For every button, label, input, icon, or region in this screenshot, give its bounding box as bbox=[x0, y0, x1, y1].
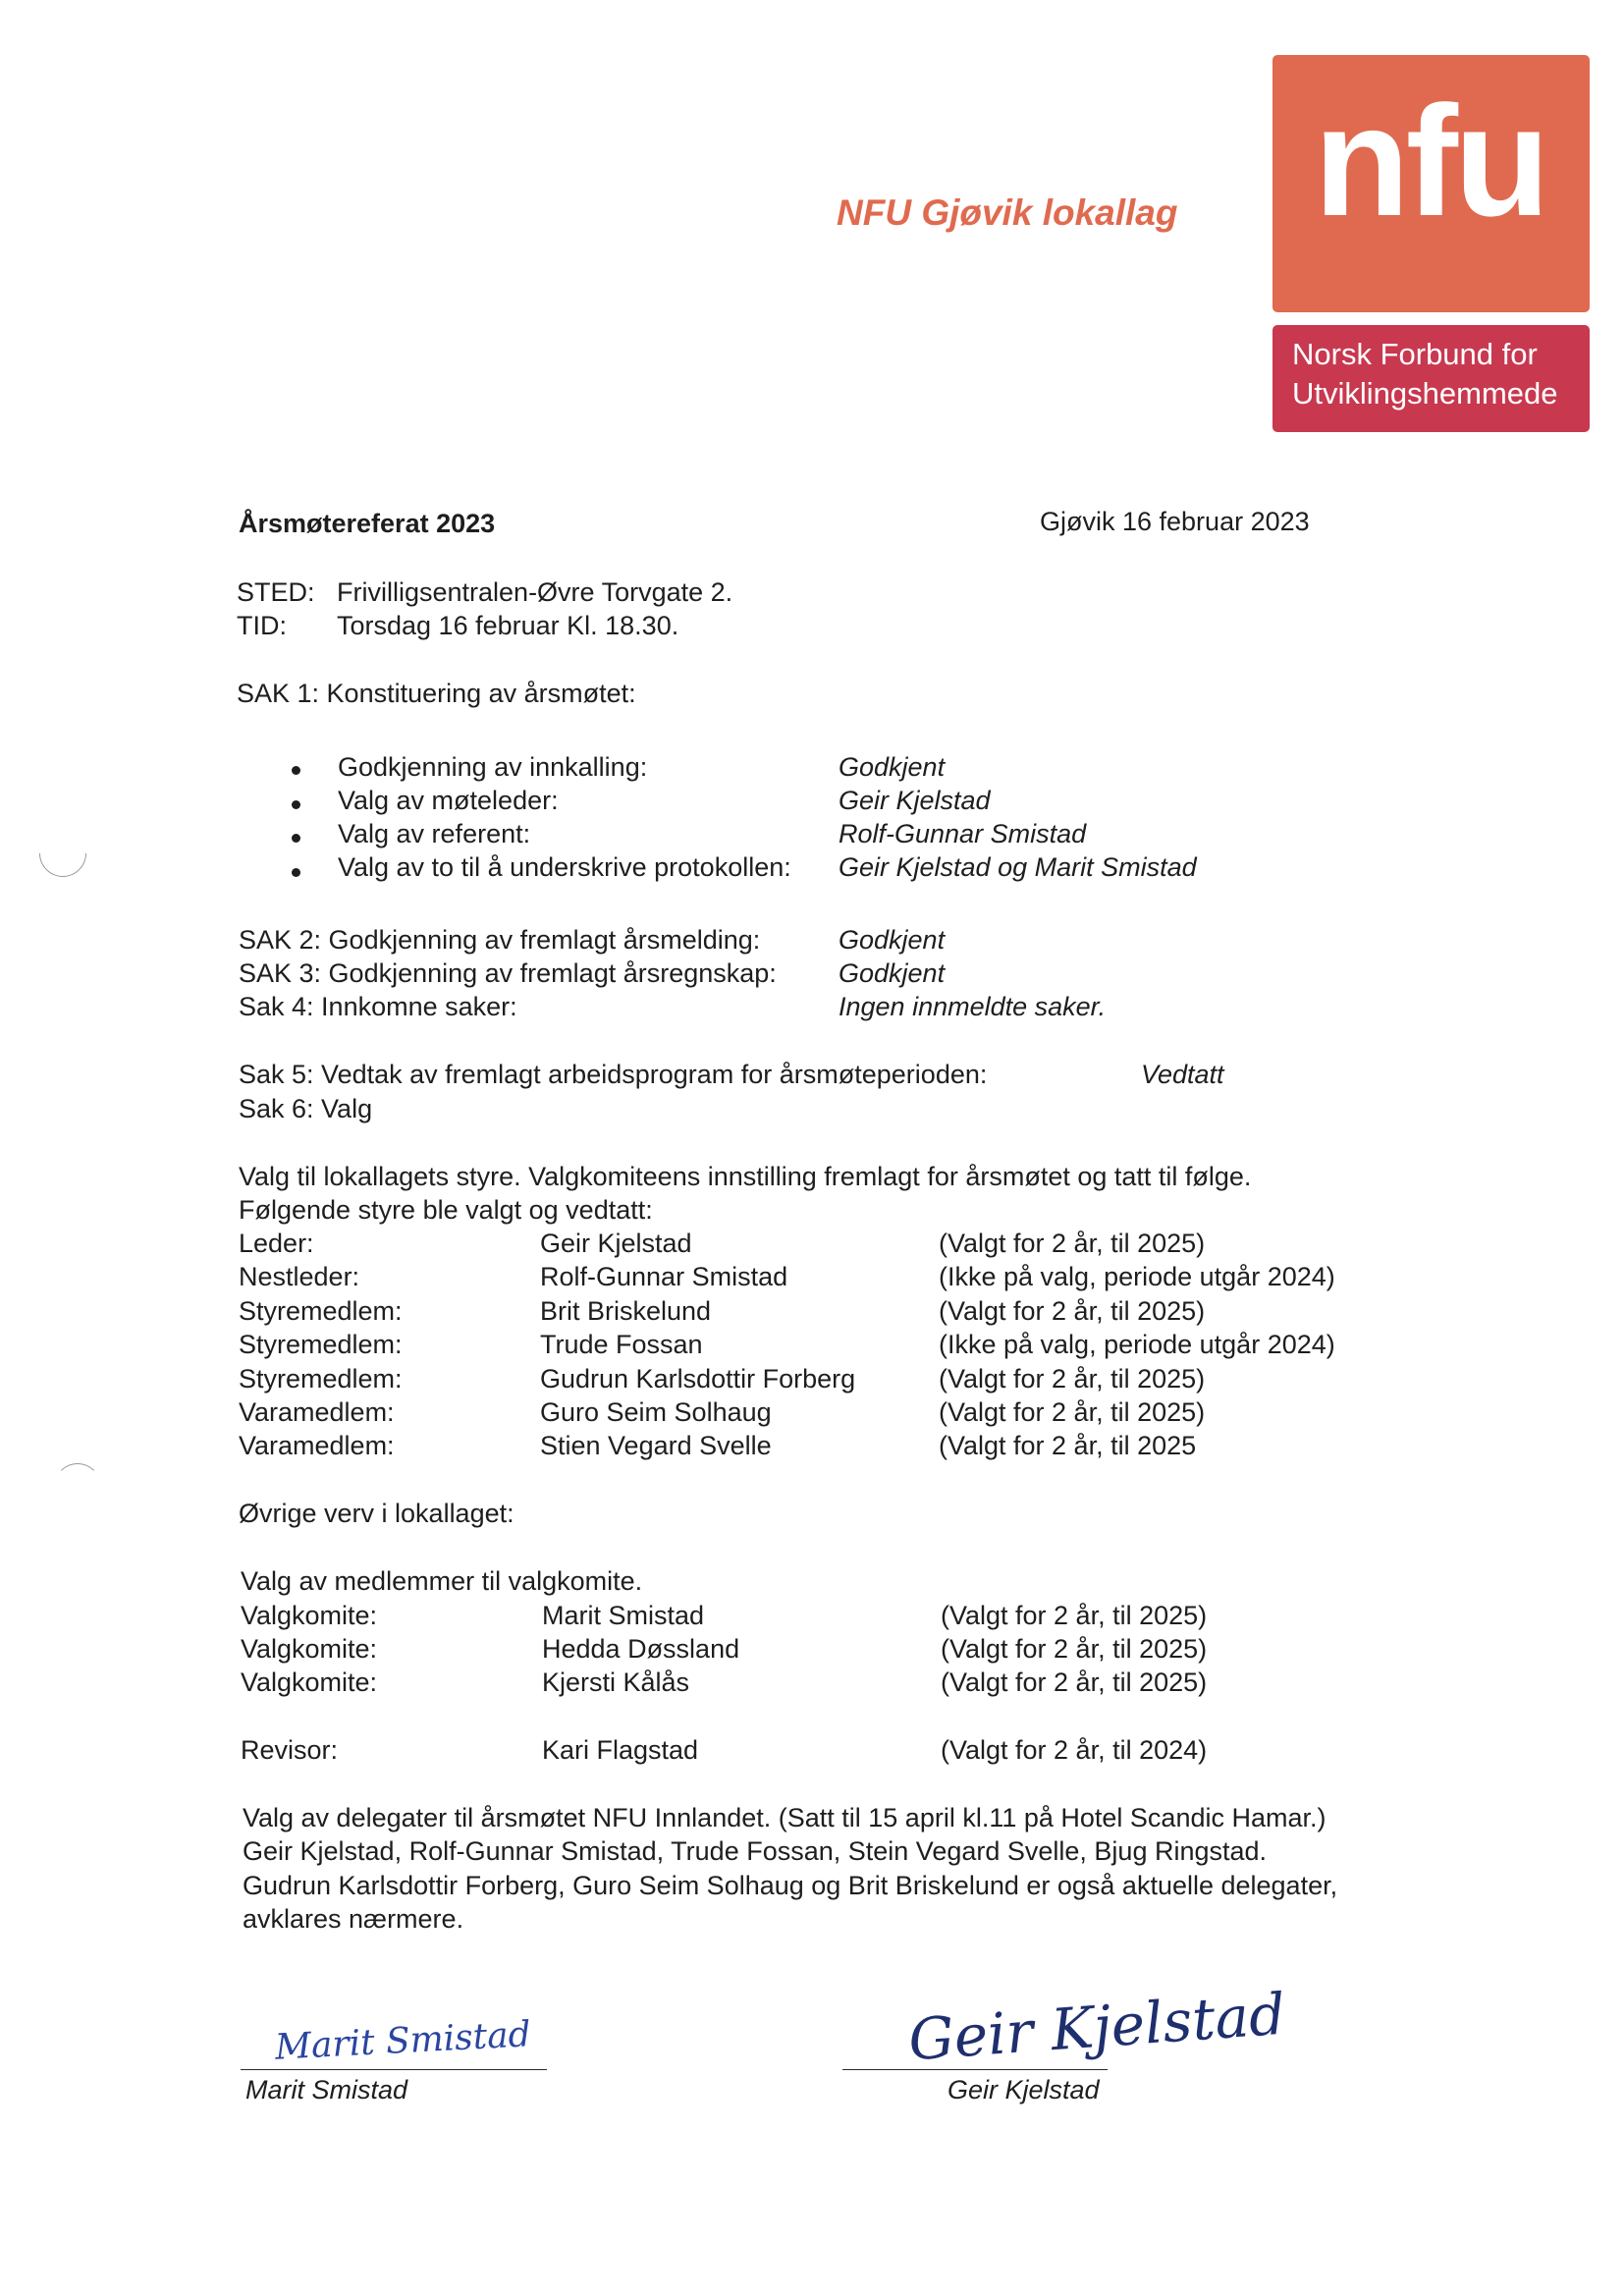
logo-text: nfu bbox=[1314, 73, 1546, 248]
sak-value: Ingen innmeldte saker. bbox=[839, 992, 1107, 1021]
delegater-line: Valg av delegater til årsmøtet NFU Innlandet. (Satt til 15 april kl.11 på Hotel Scandic Hamar.) bbox=[243, 1803, 1326, 1832]
nfu-logo bbox=[1272, 55, 1590, 312]
valg-intro: Følgende styre ble valgt og vedtatt: bbox=[239, 1195, 653, 1225]
styre-term: (Valgt for 2 år, til 2025) bbox=[939, 1364, 1206, 1394]
organization-name: NFU Gjøvik lokallag bbox=[837, 192, 1178, 233]
valgkomite-term: (Valgt for 2 år, til 2025) bbox=[941, 1634, 1208, 1664]
styre-term: (Valgt for 2 år, til 2025 bbox=[939, 1431, 1197, 1460]
delegater-line: Gudrun Karlsdottir Forberg, Guro Seim Solhaug og Brit Briskelund er også aktuelle delegater, bbox=[243, 1871, 1338, 1900]
sak-label: Sak 4: Innkomne saker: bbox=[239, 992, 517, 1021]
styre-role: Varamedlem: bbox=[239, 1431, 395, 1460]
sted-label: STED: bbox=[237, 577, 315, 607]
sak1-item-value: Geir Kjelstad og Marit Smistad bbox=[839, 852, 1197, 882]
styre-role: Styremedlem: bbox=[239, 1364, 403, 1394]
sak1-item-label: Godkjenning av innkalling: bbox=[338, 752, 648, 782]
sak6-label: Sak 6: Valg bbox=[239, 1094, 373, 1123]
valgkomite-heading: Valg av medlemmer til valgkomite. bbox=[241, 1566, 643, 1596]
signature-line-right bbox=[842, 2069, 1108, 2070]
styre-name: Brit Briskelund bbox=[540, 1296, 712, 1326]
sak-value: Godkjent bbox=[839, 925, 946, 955]
bullet-icon bbox=[292, 766, 300, 775]
ovrige-heading: Øvrige verv i lokallaget: bbox=[239, 1499, 514, 1528]
signer-name-right: Geir Kjelstad bbox=[947, 2075, 1100, 2105]
styre-name: Trude Fossan bbox=[540, 1330, 703, 1359]
signature-line-left bbox=[241, 2069, 547, 2070]
delegater-line: avklares nærmere. bbox=[243, 1904, 464, 1934]
styre-term: (Valgt for 2 år, til 2025) bbox=[939, 1397, 1206, 1427]
logo-subtitle-line1: Norsk Forbund for bbox=[1292, 337, 1538, 371]
styre-role: Nestleder: bbox=[239, 1262, 360, 1291]
sak1-item-label: Valg av møteleder: bbox=[338, 786, 559, 815]
sak5-value: Vedtatt bbox=[1141, 1060, 1224, 1089]
valgkomite-role: Valgkomite: bbox=[241, 1634, 378, 1664]
bullet-icon bbox=[292, 800, 300, 809]
sak1-item-value: Geir Kjelstad bbox=[839, 786, 991, 815]
valgkomite-role: Valgkomite: bbox=[241, 1601, 378, 1630]
logo-subtitle-box bbox=[1272, 325, 1590, 432]
valgkomite-term: (Valgt for 2 år, til 2025) bbox=[941, 1667, 1208, 1697]
valg-intro: Valg til lokallagets styre. Valgkomiteens innstilling fremlagt for årsmøtet og tatt til følge. bbox=[239, 1162, 1252, 1191]
valgkomite-role: Valgkomite: bbox=[241, 1667, 378, 1697]
styre-name: Gudrun Karlsdottir Forberg bbox=[540, 1364, 856, 1394]
punch-hole-mark bbox=[29, 820, 96, 887]
styre-role: Styremedlem: bbox=[239, 1330, 403, 1359]
revisor-role: Revisor: bbox=[241, 1735, 339, 1765]
styre-name: Guro Seim Solhaug bbox=[540, 1397, 772, 1427]
punch-hole-mark bbox=[54, 1463, 101, 1510]
styre-term: (Valgt for 2 år, til 2025) bbox=[939, 1229, 1206, 1258]
sak1-item-label: Valg av to til å underskrive protokollen: bbox=[338, 852, 791, 882]
sak5-label: Sak 5: Vedtak av fremlagt arbeidsprogram for årsmøteperioden: bbox=[239, 1060, 988, 1089]
signer-name-left: Marit Smistad bbox=[245, 2075, 408, 2105]
styre-term: (Valgt for 2 år, til 2025) bbox=[939, 1296, 1206, 1326]
sak1-item-label: Valg av referent: bbox=[338, 819, 531, 848]
styre-role: Varamedlem: bbox=[239, 1397, 395, 1427]
styre-name: Geir Kjelstad bbox=[540, 1229, 692, 1258]
revisor-term: (Valgt for 2 år, til 2024) bbox=[941, 1735, 1208, 1765]
revisor-name: Kari Flagstad bbox=[542, 1735, 699, 1765]
sted-value: Frivilligsentralen-Øvre Torvgate 2. bbox=[337, 577, 733, 607]
logo-subtitle-line2: Utviklingshemmede bbox=[1292, 376, 1558, 410]
signature-right: Geir Kjelstad bbox=[906, 1980, 1288, 2074]
valgkomite-name: Kjersti Kålås bbox=[542, 1667, 690, 1697]
delegater-line: Geir Kjelstad, Rolf-Gunnar Smistad, Trude Fossan, Stein Vegard Svelle, Bjug Ringstad. bbox=[243, 1836, 1268, 1866]
signature-left: Marit Smistad bbox=[274, 2014, 532, 2068]
sak-value: Godkjent bbox=[839, 958, 946, 988]
tid-label: TID: bbox=[237, 611, 287, 640]
styre-name: Stien Vegard Svelle bbox=[540, 1431, 772, 1460]
valgkomite-name: Marit Smistad bbox=[542, 1601, 705, 1630]
styre-role: Styremedlem: bbox=[239, 1296, 403, 1326]
valgkomite-name: Hedda Døssland bbox=[542, 1634, 740, 1664]
sak1-item-value: Godkjent bbox=[839, 752, 946, 782]
styre-name: Rolf-Gunnar Smistad bbox=[540, 1262, 788, 1291]
valgkomite-term: (Valgt for 2 år, til 2025) bbox=[941, 1601, 1208, 1630]
styre-term: (Ikke på valg, periode utgår 2024) bbox=[939, 1262, 1335, 1291]
styre-term: (Ikke på valg, periode utgår 2024) bbox=[939, 1330, 1335, 1359]
bullet-icon bbox=[292, 834, 300, 843]
document-title: Årsmøtereferat 2023 bbox=[239, 509, 496, 538]
bullet-icon bbox=[292, 868, 300, 877]
sak1-item-value: Rolf-Gunnar Smistad bbox=[839, 819, 1087, 848]
place-date: Gjøvik 16 februar 2023 bbox=[1040, 507, 1310, 536]
styre-role: Leder: bbox=[239, 1229, 314, 1258]
tid-value: Torsdag 16 februar Kl. 18.30. bbox=[337, 611, 679, 640]
sak1-heading: SAK 1: Konstituering av årsmøtet: bbox=[237, 679, 636, 708]
sak-label: SAK 2: Godkjenning av fremlagt årsmelding: bbox=[239, 925, 761, 955]
sak-label: SAK 3: Godkjenning av fremlagt årsregnskap: bbox=[239, 958, 777, 988]
